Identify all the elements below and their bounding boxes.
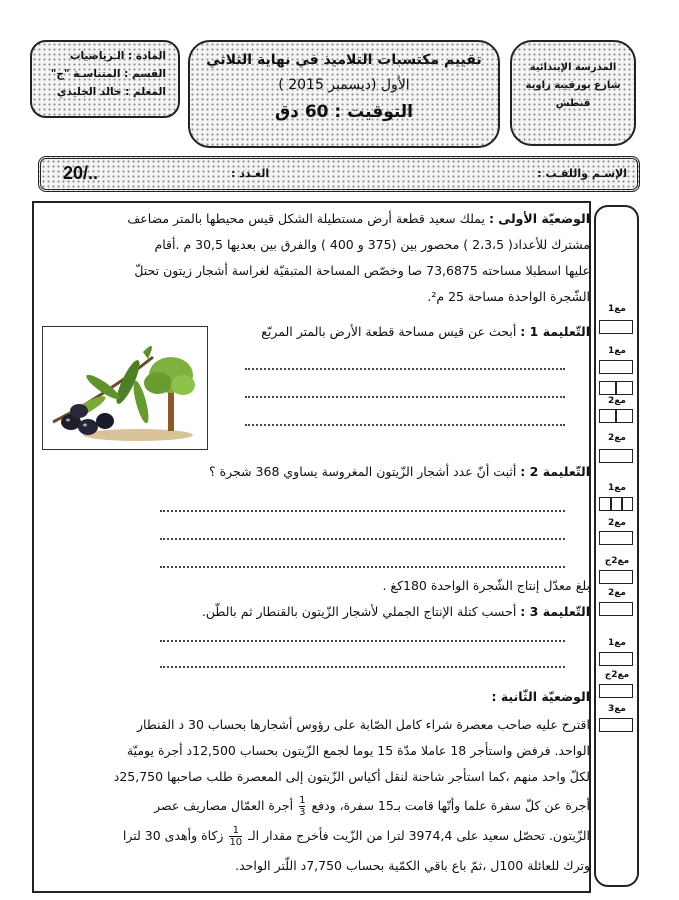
- situation2-line5-a: الزّيتون. تحصّل سعيد على 3974,4 لترا من الزّيت فأخرج مقدار الـ: [248, 828, 590, 843]
- task3-text: أحسب كتلة الإنتاج الجملي لأشجار الزّيتون بالقنطار ثم بالطّن.: [201, 604, 517, 619]
- subject-label: المادة : الـرياضيات: [69, 50, 166, 62]
- school-box: [510, 40, 636, 146]
- grade-label-10: مع2ج: [604, 670, 630, 680]
- situation1-line4: الشّجرة الواحدة مساحة 25 م².: [427, 289, 590, 304]
- olive-branch-image: [42, 326, 208, 450]
- situation2-line3: لكلّ واحد منهم ،كما استأجر شاحنة لنقل أكياس الزّيتون إلى المعصرة طلب صاحبها 25,750د: [113, 769, 590, 784]
- grade-box-8[interactable]: [599, 570, 633, 584]
- task2-answer-line1[interactable]: [160, 510, 565, 512]
- score-total: 20/..: [63, 163, 99, 183]
- section-label: القسم : المتناسـة "ج": [50, 68, 166, 80]
- task2-line: [40, 460, 590, 484]
- task2-text: أثبت أنّ عدد أشجار الزّيتون المغروسة يساوي 368 شجرة ؟: [208, 464, 517, 479]
- fraction-one-tenth: [229, 825, 242, 848]
- task2-title: التّعليمة 2 :: [520, 464, 590, 479]
- exam-duration: التوقيت : 60 دق: [274, 102, 414, 122]
- grade-box-11[interactable]: [599, 684, 633, 698]
- olive-branch-illustration: [43, 327, 206, 448]
- fraction-one-tenth-num: 1: [229, 825, 242, 837]
- situation2-title-text: الوضعيّة الثّانية :: [491, 689, 590, 704]
- task3-line: [40, 600, 590, 624]
- grade-box-5[interactable]: [599, 449, 633, 463]
- fraction-one-third-den: 3: [299, 807, 306, 818]
- task1-answer-line2[interactable]: [245, 396, 565, 398]
- grade-label-6: مع2: [608, 518, 626, 528]
- grade-box-4a[interactable]: [599, 409, 616, 423]
- situation2-line1: اقترح عليه صاحب معصرة شراء كامل الصّابة على رؤوس أشجارها بحساب 30 د القنطار: [137, 717, 590, 732]
- grade-box-6a[interactable]: [599, 497, 611, 511]
- situation2-line5: [40, 824, 590, 848]
- fraction-one-third: [299, 795, 305, 818]
- situation1-title: الوضعيّة الأولى :: [488, 211, 590, 226]
- fraction-one-third-num: 1: [299, 795, 306, 806]
- task2-answer-line2[interactable]: [160, 538, 565, 540]
- situation1-line3: عليها اسطبلا مساحته 73,6875 صا وخصّص المساحة المتبقيّة لغراسة أشجار زيتون تحتلّ: [134, 263, 590, 278]
- grade-label-9: مع1: [608, 638, 626, 648]
- grade-box-10[interactable]: [599, 652, 633, 666]
- school-line1: المدرسة الإبتدائية: [529, 62, 617, 73]
- grade-box-9[interactable]: [599, 602, 633, 616]
- situation2-title: [40, 685, 590, 709]
- school-line3: قنطش: [555, 98, 591, 109]
- situation2-line6: وترك للعائلة 100ل ،ثمّ باع باقي الكمّية بحساب 7,750د اللّتر الواحد.: [235, 858, 590, 873]
- situation2-line5-b: زكاة وأهدى 30 لترا: [122, 828, 224, 843]
- school-line2: شارع بورقيبة زاوية: [525, 80, 621, 91]
- grade-label-1: مع1: [608, 304, 626, 314]
- task3-answer-line1[interactable]: [160, 640, 565, 642]
- task3-title: التّعليمة 3 :: [520, 604, 590, 619]
- fraction-one-tenth-den: 10: [229, 837, 243, 848]
- grade-box-12[interactable]: [599, 718, 633, 732]
- grade-box-6b[interactable]: [611, 497, 622, 511]
- grade-label-11: مع3: [608, 704, 626, 714]
- task1-line: [240, 320, 590, 344]
- student-name-label: الإسـم واللقـب :: [537, 167, 627, 180]
- grade-box-3b[interactable]: [616, 381, 633, 395]
- situation2-line4-a: أجرة عن كلّ سفرة علما وأنّها قامت بـ15 سفرة، ودفع: [311, 798, 590, 813]
- name-bar: [38, 156, 640, 192]
- task3-answer-line2[interactable]: [160, 666, 565, 668]
- grade-label-7: مع2ج: [604, 556, 630, 566]
- grade-box-6c[interactable]: [622, 497, 633, 511]
- grade-label-5: مع1: [608, 483, 626, 493]
- task2-answer-line3[interactable]: [160, 566, 565, 568]
- grade-box-2[interactable]: [599, 360, 633, 374]
- teacher-info-box: [30, 40, 180, 118]
- situation2-line2: الواحد. فرفض واستأجر 18 عاملا مدّة 15 يوما لجمع الزّيتون بحساب 12,500د أجرة يوميّة: [126, 743, 590, 758]
- grade-label-2: مع1: [608, 346, 626, 356]
- grade-label-3: مع2: [608, 396, 626, 406]
- task1-text: أبحث عن قيس مساحة قطعة الأرض بالمتر المربّع: [261, 324, 517, 339]
- task1-title: التّعليمة 1 :: [520, 324, 590, 339]
- production-line: بلغ معدّل إنتاج الشّجرة الواحدة 180كغ .: [382, 578, 590, 593]
- task1-answer-line1[interactable]: [245, 368, 565, 370]
- exam-title-box: [188, 40, 500, 148]
- situation2-line4: [40, 794, 590, 818]
- exam-title-line1: تقييم مكتسبات التلاميذ في نهاية الثلاثي: [206, 52, 482, 68]
- grade-box-3a[interactable]: [599, 381, 616, 395]
- situation2-line4-b: أجرة العمّال مصاريف عصر: [154, 798, 294, 813]
- exam-title-line2: الأول (ديسمبر 2015 ): [278, 77, 410, 93]
- teacher-label: المعلم : خالد الجليدي: [56, 86, 166, 98]
- situation1-line2: مشترك للأعداد( 2،3،5 ) محصور بين (375 و 400 ) والفرق بين بعديها 30,5 م .أقام: [154, 237, 590, 252]
- grade-label-8: مع2: [608, 588, 626, 598]
- score-number-label: العـدد :: [231, 167, 270, 180]
- grade-box-1[interactable]: [599, 320, 633, 334]
- situation1-text1: يملك سعيد قطعة أرض مستطيلة الشكل قيس محيطها بالمتر مضاعف: [127, 211, 485, 226]
- grade-box-4b[interactable]: [616, 409, 633, 423]
- grade-box-7[interactable]: [599, 531, 633, 545]
- grade-label-4: مع2: [608, 433, 626, 443]
- task1-answer-line3[interactable]: [245, 424, 565, 426]
- situation1-line1: [40, 207, 590, 231]
